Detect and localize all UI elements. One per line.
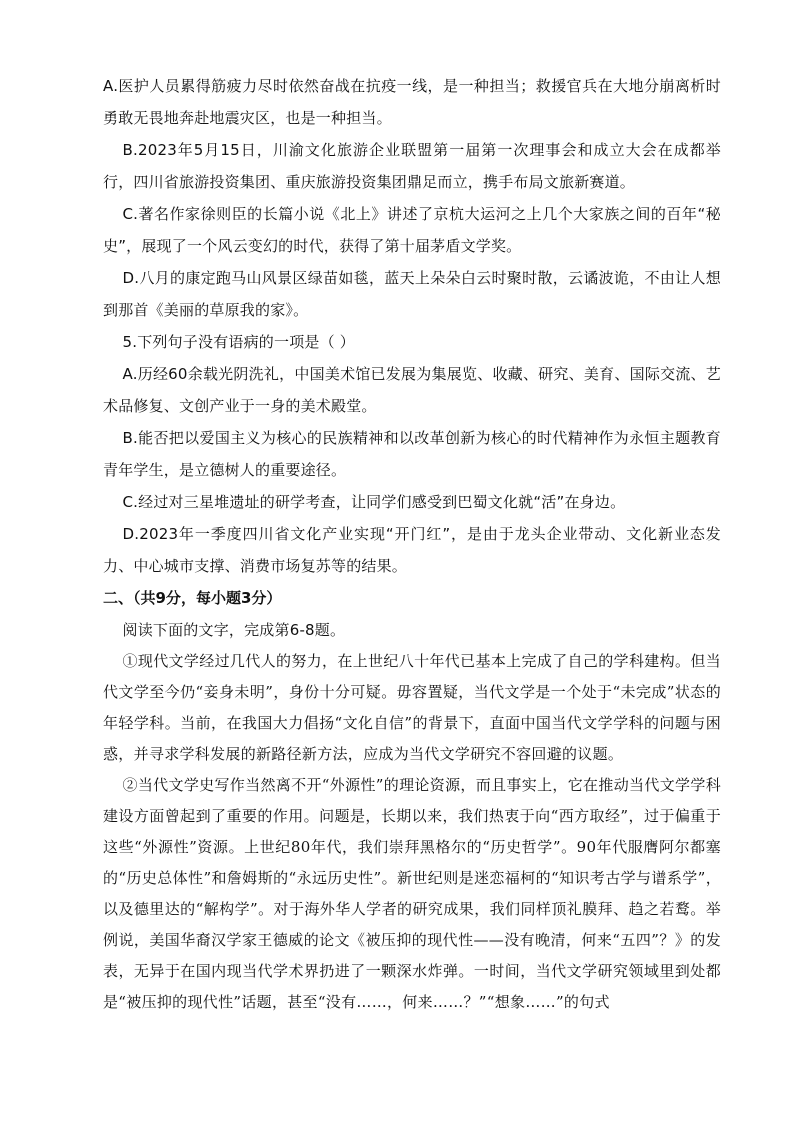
- passage-paragraph-2: ②当代文学史写作当然离不开“外源性”的理论资源，而且事实上，它在推动当代文学学科建设方面曾起到了重要的作用。问题是，长期以来，我们热衷于向“西方取经”，过于偏重于这些“外源性”资源。上世纪80年代，我们崇拜黑格尔的“历史哲学”。90年代服膺阿尔都塞的“历史总体性”和詹姆斯的“永远历史性”。新世纪则是迷恋福柯的“知识考古学与谱系学”，以及德里达的“解构学”。对于海外华人学者的研究成果，我们同样顶礼膜拜、趋之若鹜。举例说，美国华裔汉学家王德威的论文《被压抑的现代性——没有晚清，何来“五四”？》的发表，无异于在国内现当代学术界扔进了一颗深水炸弹。一时间，当代文学研究领域里到处都是“被压抑的现代性”话题，甚至“没有……，何来……？”“想象……”的句式: [103, 776, 721, 1011]
- q5-stem-text: 5.下列句子没有语病的一项是（ ）: [122, 333, 355, 351]
- q4-option-b: [103, 134, 721, 198]
- q4-option-a-text: A.医护人员累得筋疲力尽时依然奋战在抗疫一线，是一种担当；救援官兵在大地分崩离析时勇敢无畏地奔赴地震灾区，也是一种担当。: [103, 77, 721, 127]
- q5-option-a: [103, 358, 721, 422]
- q5-stem: [103, 326, 721, 358]
- q5-option-a-text: A.历经60余载光阴洗礼，中国美术馆已发展为集展览、收藏、研究、美育、国际交流、艺术品修复、文创产业于一身的美术殿堂。: [103, 365, 721, 415]
- q4-option-a: [103, 70, 721, 134]
- q4-option-b-text: B.2023年5月15日，川渝文化旅游企业联盟第一届第一次理事会和成立大会在成都举行，四川省旅游投资集团、重庆旅游投资集团鼎足而立，携手布局文旅新赛道。: [103, 141, 721, 191]
- q4-option-d-text: D.八月的康定跑马山风景区绿苗如毯，蓝天上朵朵白云时聚时散，云谲波诡，不由让人想到那首《美丽的草原我的家》。: [103, 269, 721, 319]
- q5-option-b-text: B.能否把以爱国主义为核心的民族精神和以改革创新为核心的时代精神作为永恒主题教育青年学生，是立德树人的重要途径。: [103, 429, 721, 479]
- q5-option-d-text: D.2023年一季度四川省文化产业实现“开门红”，是由于龙头企业带动、文化新业态发力、中心城市支撑、消费市场复苏等的结果。: [103, 525, 721, 575]
- section-2-instruction: 阅读下面的文字，完成第6-8题。: [122, 621, 346, 639]
- passage-paragraph-1: ①现代文学经过几代人的努力，在上世纪八十年代已基本上完成了自己的学科建构。但当代文学至今仍“妾身未明”，身份十分可疑。毋容置疑，当代文学是一个处于“未完成”状态的年轻学科。当前，在我国大力倡扬“文化自信”的背景下，直面中国当代文学学科的问题与困惑，并寻求学科发展的新路径新方法，应成为当代文学研究不容回避的议题。: [103, 652, 721, 763]
- q5-option-c: [103, 486, 721, 518]
- section-2-title: 二、（共9分，每小题3分）: [103, 589, 282, 607]
- q5-option-b: [103, 422, 721, 486]
- document-page: [103, 70, 721, 1018]
- q4-option-d: [103, 262, 721, 326]
- q5-option-d: [103, 518, 721, 582]
- q4-option-c: [103, 198, 721, 262]
- q5-option-c-text: C.经过对三星堆遗址的研学考查，让同学们感受到巴蜀文化就“活”在身边。: [122, 493, 626, 511]
- q4-option-c-text: C.著名作家徐则臣的长篇小说《北上》讲述了京杭大运河之上几个大家族之间的百年“秘史”，展现了一个风云变幻的时代，获得了第十届茅盾文学奖。: [103, 205, 721, 255]
